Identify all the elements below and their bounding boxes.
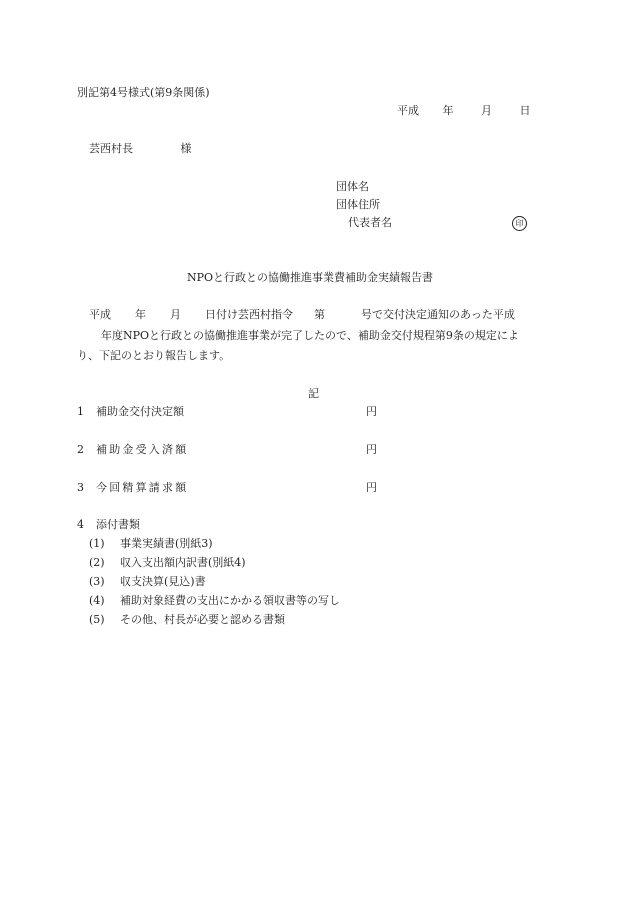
date-month: 月 bbox=[481, 104, 492, 117]
form-label: 別記第4号様式(第9条関係) bbox=[77, 86, 210, 99]
item-number: 1 bbox=[77, 405, 84, 418]
item-3-unit: 円 bbox=[366, 481, 377, 494]
seal-icon: 印 bbox=[512, 216, 527, 231]
body-line-2: 年度NPOと行政との協働推進事業が完了したので、補助金交付規程第9条の規定によ bbox=[101, 329, 519, 342]
date-era: 平成 bbox=[397, 104, 419, 117]
item-number: 3 bbox=[77, 481, 84, 494]
item-label: 補助金交付決定額 bbox=[96, 405, 184, 418]
body-era: 平成 bbox=[89, 308, 111, 321]
attachment-number: (3) bbox=[89, 575, 105, 588]
addressee bbox=[89, 143, 192, 154]
attachment-number: (4) bbox=[89, 594, 105, 607]
document-title: NPOと行政との協働推進事業費補助金実績報告書 bbox=[187, 271, 434, 284]
item-3 bbox=[77, 482, 188, 493]
body-month: 月 bbox=[170, 308, 181, 321]
body-number-prefix: 第 bbox=[314, 308, 325, 321]
date-year: 年 bbox=[442, 104, 454, 117]
item-label: 補助金受入済額 bbox=[96, 443, 189, 456]
org-name-label: 団体名 bbox=[336, 180, 369, 193]
body-directive: 日付け芸西村指令 bbox=[205, 308, 293, 321]
attachment-text: 補助対象経費の支出にかかる領収書等の写し bbox=[120, 594, 340, 607]
addressee-honorific: 様 bbox=[180, 142, 192, 155]
attachment-item-2 bbox=[89, 557, 246, 568]
item-number: 2 bbox=[77, 443, 84, 456]
item-2 bbox=[77, 444, 188, 455]
attachment-number: (2) bbox=[89, 556, 105, 569]
attachment-item-4 bbox=[89, 595, 340, 606]
attachment-text: 収入支出額内訳書(別紙4) bbox=[120, 556, 246, 569]
attachment-text: 事業実績書(別紙3) bbox=[120, 537, 213, 550]
attachment-item-5 bbox=[89, 614, 285, 625]
attachments-title: 添付書類 bbox=[96, 518, 140, 531]
item-label: 今回精算請求額 bbox=[96, 481, 189, 494]
date-day: 日 bbox=[519, 104, 531, 117]
body-year: 年 bbox=[135, 308, 146, 321]
attachment-text: 収支決算(見込)書 bbox=[120, 575, 206, 588]
ki-heading: 記 bbox=[308, 387, 319, 400]
seal-mark bbox=[512, 216, 527, 231]
date-line bbox=[397, 105, 531, 116]
body-notice: 号で交付決定通知のあった平成 bbox=[361, 308, 515, 321]
item-1-unit: 円 bbox=[366, 405, 377, 418]
addressee-name: 芸西村長 bbox=[89, 142, 133, 155]
org-address-label: 団体住所 bbox=[336, 198, 380, 211]
rep-name-label: 代表者名 bbox=[348, 216, 392, 229]
attachment-number: (5) bbox=[89, 613, 105, 626]
attachment-item-3 bbox=[89, 576, 206, 587]
item-2-unit: 円 bbox=[366, 443, 377, 456]
item-1 bbox=[77, 406, 184, 417]
body-line-1 bbox=[89, 309, 515, 320]
attachment-text: その他、村長が必要と認める書類 bbox=[120, 613, 285, 626]
attachment-item-1 bbox=[89, 538, 213, 549]
attachments-heading bbox=[77, 519, 140, 530]
attachment-number: (1) bbox=[89, 537, 105, 550]
attachments-number: 4 bbox=[77, 518, 84, 531]
body-line-3: り、下記のとおり報告します。 bbox=[77, 349, 231, 362]
